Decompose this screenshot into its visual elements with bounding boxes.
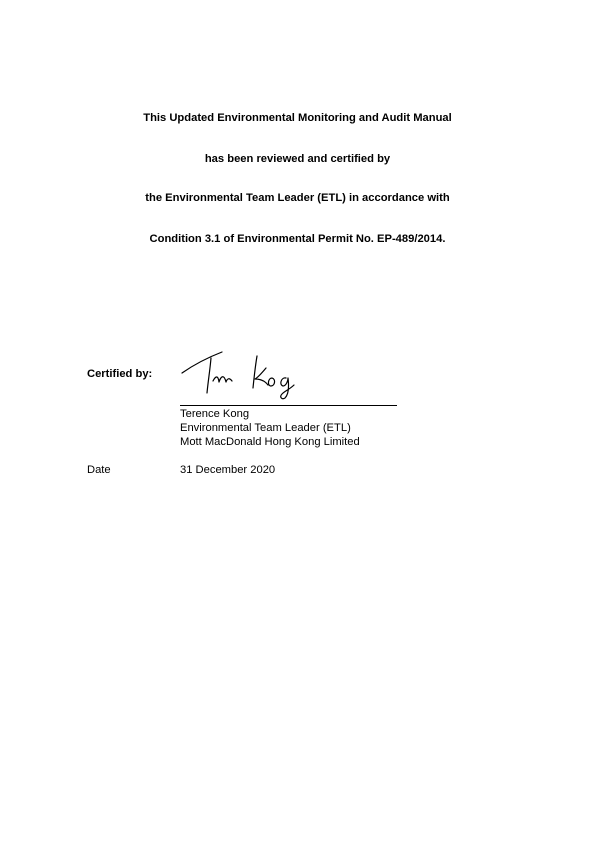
- date-label: Date: [87, 464, 111, 476]
- date-value: 31 December 2020: [180, 464, 276, 476]
- signer-company: Mott MacDonald Hong Kong Limited: [180, 436, 360, 448]
- certificate-line-4: Condition 3.1 of Environmental Permit No. EP-489/2014.: [149, 233, 446, 245]
- certificate-line-1: This Updated Environmental Monitoring and Audit Manual: [143, 112, 452, 124]
- signature-line: [180, 405, 397, 406]
- signer-title: Environmental Team Leader (ETL): [180, 422, 351, 434]
- certificate-line-2: has been reviewed and certified by: [204, 153, 391, 165]
- certified-by-label: Certified by:: [87, 368, 153, 380]
- signer-name: Terence Kong: [180, 408, 250, 420]
- certificate-line-3: the Environmental Team Leader (ETL) in accordance with: [145, 192, 450, 204]
- handwritten-signature: [178, 348, 308, 406]
